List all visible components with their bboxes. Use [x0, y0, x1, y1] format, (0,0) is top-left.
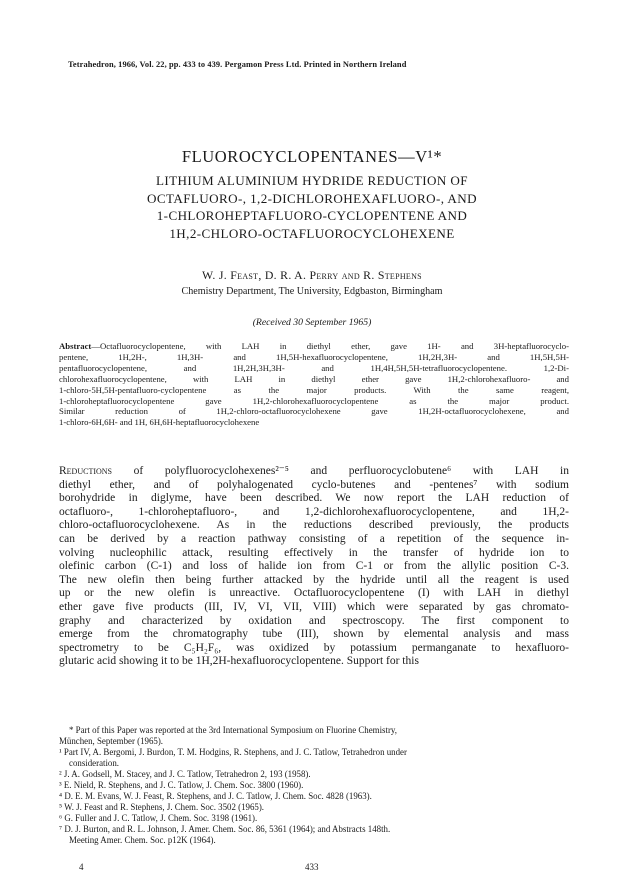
subtitle-line: LITHIUM ALUMINIUM HYDRIDE REDUCTION OF: [156, 173, 468, 188]
authors: W. J. Feast, D. R. A. Perry and R. Stephens: [202, 268, 422, 282]
footnote-line: ⁵ W. J. Feast and R. Stephens, J. Chem. Soc. 3502 (1965).: [59, 802, 264, 812]
abstract-line: pentene, 1H,2H-, 1H,3H- and 1H,5H-hexafluorocyclopentene, 1H,2H,3H- and 1H,5H,5H-: [59, 351, 569, 362]
body-text-span: of polyfluorocyclohexenes²⁻⁵ and perfluorocyclobutene⁶ with LAH in: [112, 465, 569, 477]
body-line: graphy and characterized by oxidation and spectroscopy. The first component to: [59, 614, 569, 627]
body-line: ether gave five products (III, IV, VI, VII, VIII) which were separated by gas chromato-: [59, 600, 569, 613]
body-line: chloro-octafluorocyclohexene. As in the reductions described previously, the products: [59, 519, 569, 532]
footnote-line: ¹ Part IV, A. Bergomi, J. Burdon, T. M. Hodgins, R. Stephens, and J. C. Tatlow, Tetrahedron under: [59, 747, 407, 757]
body-line: volving nucleophilic attack, resulting effectively in the transfer of hydride ion to: [59, 546, 569, 559]
body-line: borohydride in diglyme, have been described. We now report the LAH reduction of: [59, 492, 569, 505]
received-date: (Received 30 September 1965): [252, 317, 372, 328]
footnote-line: ² J. A. Godsell, M. Stacey, and J. C. Tatlow, Tetrahedron 2, 193 (1958).: [59, 769, 311, 779]
page-number: 433: [305, 862, 319, 872]
body-line: The new olefin then being further attacked by the hydride until all the reagent is used: [59, 573, 569, 586]
body-line: glutaric acid showing it to be 1H,2H-hexafluorocyclopentene. Support for this: [59, 655, 419, 668]
body-line: [59, 465, 569, 479]
footnote-line: ⁷ D. J. Burton, and R. L. Johnson, J. Amer. Chem. Soc. 86, 5361 (1964); and Abstracts 148th.: [59, 824, 391, 834]
footnote-line: München, September (1965).: [59, 736, 164, 746]
body-text: [59, 465, 569, 669]
body-line: spectrometry to be C₅H₂F₆, was oxidized by potassium permanganate to hexafluoro-: [59, 641, 569, 654]
body-line: octafluoro-, 1-chloroheptafluoro-, and 1,2-dichlorohexafluorocyclopentene, and 1H,2-: [59, 505, 569, 518]
subtitle-line: OCTAFLUORO-, 1,2-DICHLOROHEXAFLUORO-, AND: [147, 190, 477, 206]
abstract-line: 1-chloroheptafluorocyclopentene gave 1H,2-chlorohexafluorocyclopentene as the major product.: [59, 395, 569, 406]
footnote-line: consideration.: [69, 758, 120, 768]
abstract-line: Similar reduction of 1H,2-chloro-octafluorocyclohexene gave 1H,2H-octafluorocyclohexene, and: [59, 406, 569, 417]
footnote-line: ⁶ G. Fuller and J. C. Tatlow, J. Chem. Soc. 3198 (1961).: [59, 813, 258, 823]
body-line: olefinic carbon (C-1) and loss of halide ion from C-1 or from the allylic position C-3.: [59, 560, 569, 573]
body-line: emerge from the chromatography tube (III), shown by elemental analysis and mass: [59, 628, 569, 641]
abstract-text: —Octafluorocyclopentene, with LAH in diethyl ether, gave 1H- and 3H-heptafluorocyclo-: [91, 341, 569, 351]
paper-title: FLUOROCYCLOPENTANES—V¹*: [181, 147, 443, 166]
abstract-line: [59, 341, 569, 352]
abstract-label: Abstract: [59, 341, 92, 351]
abstract-line: chlorohexafluorocyclopentene, with LAH in diethyl ether gave 1H,2-chlorohexafluoro- and: [59, 373, 569, 384]
abstract-line: 1-chloro-6H,6H- and 1H, 6H,6H-heptafluorocyclohexene: [59, 417, 260, 428]
footnotes: [59, 725, 569, 846]
body-line: diethyl ether, and of polyhalogenated cyclo-butenes and -pentenes⁷ with sodium: [59, 478, 569, 491]
body-line: up or the new olefin is unreactive. Octafluorocyclopentene (I) with LAH in diethyl: [59, 587, 569, 600]
affiliation: Chemistry Department, The University, Edgbaston, Birmingham: [181, 286, 443, 297]
subtitle-line: 1-CHLOROHEPTAFLUORO-CYCLOPENTENE AND: [156, 208, 468, 224]
footnote-line: Meeting Amer. Chem. Soc. p12K (1964).: [69, 835, 216, 845]
footer-mark: 4: [79, 862, 84, 872]
abstract-line: pentafluorocyclopentene, and 1H,2H,3H,3H- and 1H,4H,5H,5H-tetrafluorocyclopentene. 1,2-Di-: [59, 362, 569, 373]
footnote-line: ⁴ D. E. M. Evans, W. J. Feast, R. Stephens, and J. C. Tatlow, J. Chem. Soc. 4828 (1963).: [59, 791, 372, 801]
subtitle-line: 1H,2-CHLORO-OCTAFLUOROCYCLOHEXENE: [169, 225, 455, 241]
abstract: [59, 341, 569, 428]
footnote-line: * Part of this Paper was reported at the 3rd International Symposium on Fluorine Chemistry,: [69, 725, 397, 735]
footnote-line: ³ E. Nield, R. Stephens, and J. C. Tatlow, J. Chem. Soc. 3800 (1960).: [59, 780, 304, 790]
abstract-line: 1-chloro-5H,5H-pentafluoro-cyclopentene as the major products. With the same reagent,: [59, 384, 569, 395]
body-first-word: Reductions: [59, 465, 113, 477]
journal-citation-line: Tetrahedron, 1966, Vol. 22, pp. 433 to 439. Pergamon Press Ltd. Printed in Northern Ireland: [68, 60, 407, 69]
body-line: can be derived by a reaction pathway consisting of a repetition of the sequence in-: [59, 532, 569, 545]
paper-subtitle: [0, 172, 624, 242]
